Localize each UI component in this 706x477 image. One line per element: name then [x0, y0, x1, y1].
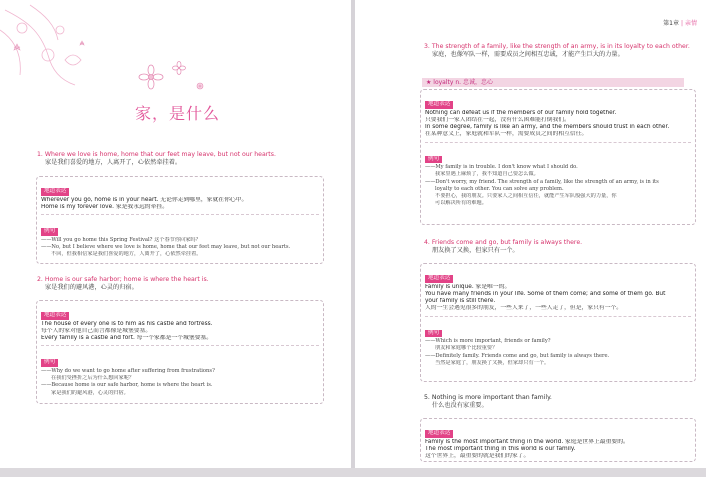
expression-line: Family is the most important thing in the world. 家庭是世界上最重要的。: [425, 438, 629, 445]
expression-line: Every family is a castle and fort. 每一个家都是一个城堡要塞。: [41, 335, 213, 342]
example-tag: 例句: [425, 330, 442, 338]
divider: [425, 142, 691, 143]
quote-5-zh: 什么也没有家重要。: [432, 402, 488, 410]
expression-line: 人的一生会遇见很多的朋友，一些人来了，一些人走了，但是，家只有一个。: [425, 305, 623, 312]
divider: [425, 316, 691, 317]
example-line: ——Which is more important, friends or family?: [425, 338, 551, 345]
example-line: ——Why do we want to go home after suffering from frustrations?: [41, 367, 215, 374]
expression-line: 每个人的家对他自己而言都像是城堡要塞。: [41, 327, 152, 334]
example-line: ——Because home is our safe harbor, home is where the heart is.: [41, 382, 213, 389]
expression-line: 这个世界上，最重要的就是我们的家了。: [425, 453, 530, 460]
left-page: [0, 0, 351, 468]
quote-1-card: [36, 176, 324, 264]
example-line: 我家里遇上麻烦了，我不知道自己要怎么做。: [435, 171, 539, 178]
flower-icon: [194, 80, 206, 92]
expression-tag: 地道表达: [41, 188, 69, 196]
example-tag: 例句: [425, 156, 442, 164]
example-line: ——Don't worry, my friend. The strength of a family, like the strength of an army, is in its: [425, 178, 659, 185]
quote-2-zh: 家是我们的避风港，心灵的归宿。: [45, 284, 138, 292]
example-line: ——Definitely family. Friends come and go, but family is always there.: [425, 352, 610, 359]
expression-line: Family is unique. 家是唯一的。: [425, 283, 511, 290]
expression-line: Home is my forever love. 家是我永远的牵挂。: [41, 203, 168, 210]
divider: [41, 345, 319, 346]
quote-2-en: 2. Home is our safe harbor; home is where the heart is.: [37, 276, 209, 283]
example-line: 在我们受挫折之后为什么想回家呢？: [51, 375, 135, 382]
expression-tag: 地道表达: [425, 101, 453, 109]
example-line: 可以解决所有的难题。: [435, 200, 487, 207]
quote-4-en: 4. Friends come and go, but family is always there.: [424, 239, 583, 246]
example-line: 不回，但我相信家是我们喜爱的地方，人离开了，心依然牵挂着。: [51, 251, 202, 257]
quote-2: [37, 276, 337, 292]
quote-5-en: 5. Nothing is more important than family.: [424, 394, 552, 401]
expression-line: Nothing can defeat us if the members of our family hold together.: [425, 109, 617, 116]
quote-2-card: [36, 300, 324, 404]
divider: [41, 214, 319, 215]
quote-4-zh: 朋友换了又换，但家只有一个。: [432, 247, 519, 255]
example-line: ——My family is in trouble. I don't know what I should do.: [425, 164, 578, 171]
expression-line: 在某种意义上，家庭就和军队一样，需要成员之间的相互信任。: [425, 131, 588, 138]
quote-4-card: [420, 263, 696, 382]
page-bottom-edge: [0, 468, 706, 477]
quote-5-card: [420, 418, 696, 462]
expression-line: Wherever you go, home is in your heart. 无论你走到哪里，家就在你心中。: [41, 196, 248, 203]
chapter-number: 第1章: [663, 20, 679, 27]
vocabulary-note: ★ loyalty n. 忠诚，忠心: [422, 78, 684, 87]
expression-line: In some degree, family is like an army, and the members should trust in each other.: [425, 124, 670, 131]
expression-line: You have many friends in your life. Some of them come; and some of them go. But: [425, 290, 666, 297]
example-tag: 例句: [41, 228, 58, 236]
expression-line: your family is still there.: [425, 298, 496, 305]
floral-ornament-icon: [0, 0, 120, 115]
expression-tag: 地道表达: [41, 312, 69, 320]
running-header: [663, 18, 697, 27]
expression-line: The most important thing in this world is our family.: [425, 445, 576, 452]
expression-tag: 地道表达: [425, 275, 453, 283]
quote-3-en: 3. The strength of a family, like the strength of an army, is in its loyalty to each other.: [424, 43, 690, 50]
example-line: ——No, but I believe where we love is home, home that our feet may leave, but not our hearts.: [41, 243, 291, 250]
quote-1: [37, 151, 337, 167]
example-line: loyalty to each other. You can solve any problem.: [435, 185, 564, 192]
expression-tag: 地道表达: [425, 430, 453, 438]
quote-3: [424, 43, 694, 59]
flower-icon: [172, 61, 186, 75]
example-line: 当然是家庭了，朋友换了又换，但家却只有一个。: [435, 359, 550, 366]
chapter-title: 家，是什么: [135, 104, 221, 123]
quote-3-card: [420, 89, 696, 225]
quote-5: [424, 394, 694, 410]
flower-icon: [138, 64, 164, 90]
quote-4: [424, 239, 694, 255]
quote-1-zh: 家是我们喜爱的地方，人离开了，心依然牵挂着。: [45, 159, 182, 167]
example-line: 不要担心，我的朋友。只要家人之间相互信任，就能产生军队般强大的力量，你: [435, 193, 617, 199]
example-line: 家是我们的避风港，心灵的归宿。: [51, 389, 129, 396]
quote-1-en: 1. Where we love is home, home that our feet may leave, but not our hearts.: [37, 151, 276, 158]
section-name: 亲情: [684, 20, 697, 27]
quote-3-zh: 家庭，也像军队一样，需要成员之间相互忠诚，才能产生巨大的力量。: [432, 51, 624, 59]
example-line: ——Will you go home this Spring Festival? 这个春节你回家吗？: [41, 236, 201, 243]
expression-line: The house of every one is to him as his castle and fortress.: [41, 320, 213, 327]
example-line: 朋友和家庭哪个比较重要？: [435, 345, 498, 352]
header-divider: |: [680, 20, 683, 27]
expression-line: 只要我们一家人团结在一起，没有什么困难能打倒我们。: [425, 116, 570, 123]
example-tag: 例句: [41, 359, 58, 367]
